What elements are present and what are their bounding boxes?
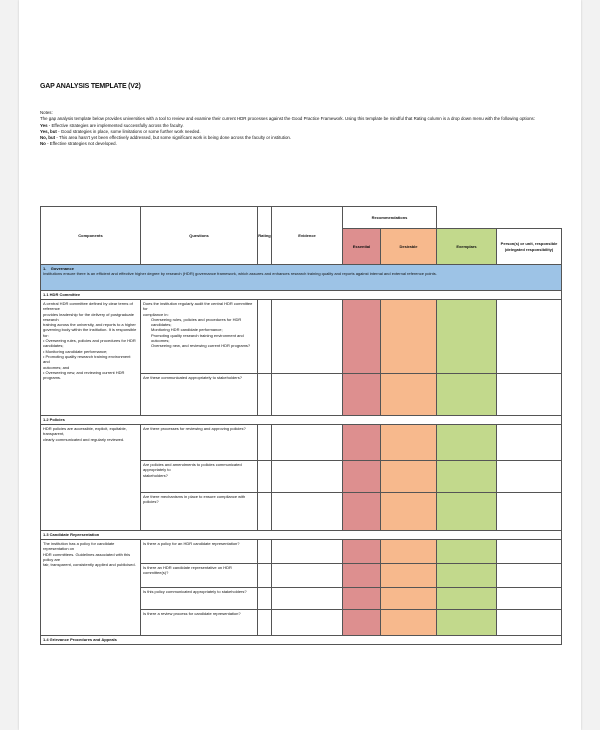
exemplars-cell[interactable] xyxy=(437,493,497,531)
essential-cell[interactable] xyxy=(343,540,381,564)
essential-cell[interactable] xyxy=(343,493,381,531)
essential-cell[interactable] xyxy=(343,300,381,374)
essential-cell[interactable] xyxy=(343,374,381,416)
evidence-cell[interactable] xyxy=(272,610,343,636)
component-cell: A central HDR committee defined by clear terms of reference provides leadership for the delivery of postgraduate research training across the university, and reports to a higher governing body within the institution. It is responsible for: • Overseeing rules, policies and procedures for HDR candidates; • Monitoring candidate performance; • Promoting quality research training environment and outcomes; and • Overseeing new, and reviewing current HDR programs. xyxy=(41,300,141,416)
recommendations-header: Recommendations xyxy=(343,207,437,229)
question-cell: Is this policy communicated appropriately to stakeholders? xyxy=(141,588,258,610)
persons-cell[interactable] xyxy=(497,374,562,416)
desirable-cell[interactable] xyxy=(381,300,437,374)
essential-cell[interactable] xyxy=(343,425,381,461)
rating-cell[interactable] xyxy=(258,540,272,564)
desirable-cell[interactable] xyxy=(381,493,437,531)
question-cell: Is there an HDR candidate representative on HDR committee(s)? xyxy=(141,564,258,588)
rating-cell[interactable] xyxy=(258,425,272,461)
section-header-row xyxy=(41,416,562,425)
persons-cell[interactable] xyxy=(497,461,562,493)
exemplars-cell[interactable] xyxy=(437,610,497,636)
desirable-cell[interactable] xyxy=(381,610,437,636)
essential-cell[interactable] xyxy=(343,461,381,493)
rating-option-yes: Yes - Effective strategies are implemented successfully across the faculty. xyxy=(40,122,184,128)
essential-cell[interactable] xyxy=(343,588,381,610)
table-row xyxy=(41,540,562,564)
persons-header: Person(s) or unit, responsible (delegated responsibility) xyxy=(497,229,562,265)
evidence-cell[interactable] xyxy=(272,461,343,493)
desirable-header: Desirable xyxy=(381,229,437,265)
evidence-cell[interactable] xyxy=(272,300,343,374)
essential-header: Essential xyxy=(343,229,381,265)
question-cell: Are there mechanisms in place to ensure compliance with policies? xyxy=(141,493,258,531)
section-header-row xyxy=(41,291,562,300)
desirable-cell[interactable] xyxy=(381,374,437,416)
exemplars-cell[interactable] xyxy=(437,588,497,610)
exemplars-cell[interactable] xyxy=(437,300,497,374)
desirable-cell[interactable] xyxy=(381,540,437,564)
rating-option-no-but: No, but - This area hasn't yet been effectively addressed, but some significant work is being done across the faculty or institution. xyxy=(40,135,292,141)
section-title-1-3: 1.3 Candidate Representation xyxy=(41,531,562,540)
section-header-row xyxy=(41,636,562,645)
persons-cell[interactable] xyxy=(497,564,562,588)
evidence-cell[interactable] xyxy=(272,493,343,531)
persons-cell[interactable] xyxy=(497,540,562,564)
evidence-cell[interactable] xyxy=(272,374,343,416)
document-page xyxy=(19,0,581,730)
gap-analysis-table xyxy=(40,206,562,645)
header-row xyxy=(41,207,562,229)
notes-intro: The gap analysis template below provides universities with a tool to review and examine their current HDR processes against the Good Practice Framework. Using this template be mindful that Rating column is a drop down menu with the following options: xyxy=(40,116,535,122)
questions-header: Questions xyxy=(141,207,258,265)
desirable-cell[interactable] xyxy=(381,588,437,610)
question-cell: Are there processes for reviewing and approving policies? xyxy=(141,425,258,461)
question-cell: Is there a review process for candidate representation? xyxy=(141,610,258,636)
notes-block xyxy=(40,110,560,148)
components-header: Components xyxy=(41,207,141,265)
governance-title: 1. Governance xyxy=(43,266,74,271)
rating-header: Rating xyxy=(258,207,272,265)
persons-cell[interactable] xyxy=(497,425,562,461)
section-title-1-1: 1.1 HDR Committee xyxy=(41,291,562,300)
governance-row xyxy=(41,265,562,291)
question-cell: Are policies and amendments to policies communicated appropriately to stakeholders? xyxy=(141,461,258,493)
table-row xyxy=(41,300,562,374)
component-cell: HDR policies are accessible, explicit, equitable, transparent, clearly communicated and regularly reviewed. xyxy=(41,425,141,531)
rating-cell[interactable] xyxy=(258,461,272,493)
essential-cell[interactable] xyxy=(343,610,381,636)
evidence-cell[interactable] xyxy=(272,588,343,610)
question-cell: Are these communicated appropriately to stakeholders? xyxy=(141,374,258,416)
section-title-1-4: 1.4 Grievance Procedures and Appeals xyxy=(41,636,562,645)
governance-description: Institutions ensure there is an efficient and effective higher degree by research (HDR) governance framework, which assures and enhances research training quality and reports against internal and external reference points. xyxy=(43,271,437,277)
notes-label: Notes: xyxy=(40,110,53,115)
essential-cell[interactable] xyxy=(343,564,381,588)
persons-cell[interactable] xyxy=(497,493,562,531)
persons-cell[interactable] xyxy=(497,588,562,610)
exemplars-cell[interactable] xyxy=(437,425,497,461)
evidence-cell[interactable] xyxy=(272,540,343,564)
section-title-1-2: 1.2 Policies xyxy=(41,416,562,425)
evidence-cell[interactable] xyxy=(272,425,343,461)
rating-cell[interactable] xyxy=(258,300,272,374)
rating-cell[interactable] xyxy=(258,493,272,531)
component-cell: The institution has a policy for candidate representation on HDR committees. Guidelines associated with this policy are fair, transparent, consistently applied and publicised. xyxy=(41,540,141,636)
blank-header-cell xyxy=(437,207,497,229)
governance-cell xyxy=(41,265,562,291)
desirable-cell[interactable] xyxy=(381,564,437,588)
question-cell: Does the institution regularly audit the central HDR committee for compliance in: Overseeing rules, policies and procedures for HDR candidates; Monitoring HDR candidate performance; Promoting quality research training environment and outcomes; Overseeing new, and reviewing current HDR programs? xyxy=(141,300,258,374)
exemplars-cell[interactable] xyxy=(437,374,497,416)
question-cell: Is there a policy for an HDR candidate representation? xyxy=(141,540,258,564)
exemplars-cell[interactable] xyxy=(437,564,497,588)
desirable-cell[interactable] xyxy=(381,425,437,461)
rating-cell[interactable] xyxy=(258,610,272,636)
rating-cell[interactable] xyxy=(258,564,272,588)
rating-cell[interactable] xyxy=(258,374,272,416)
persons-cell[interactable] xyxy=(497,300,562,374)
exemplars-cell[interactable] xyxy=(437,540,497,564)
blank-header-cell xyxy=(497,207,562,229)
exemplars-header: Exemplars xyxy=(437,229,497,265)
persons-cell[interactable] xyxy=(497,610,562,636)
table-row xyxy=(41,425,562,461)
evidence-header: Evidence xyxy=(272,207,343,265)
rating-option-yes-but: Yes, but - Good strategies in place, some limitations or some further work needed. xyxy=(40,128,201,134)
rating-cell[interactable] xyxy=(258,588,272,610)
evidence-cell[interactable] xyxy=(272,564,343,588)
exemplars-cell[interactable] xyxy=(437,461,497,493)
rating-option-no: No - Effective strategies not developed. xyxy=(40,141,117,147)
desirable-cell[interactable] xyxy=(381,461,437,493)
document-title: GAP ANALYSIS TEMPLATE (V2) xyxy=(40,83,141,90)
section-header-row xyxy=(41,531,562,540)
